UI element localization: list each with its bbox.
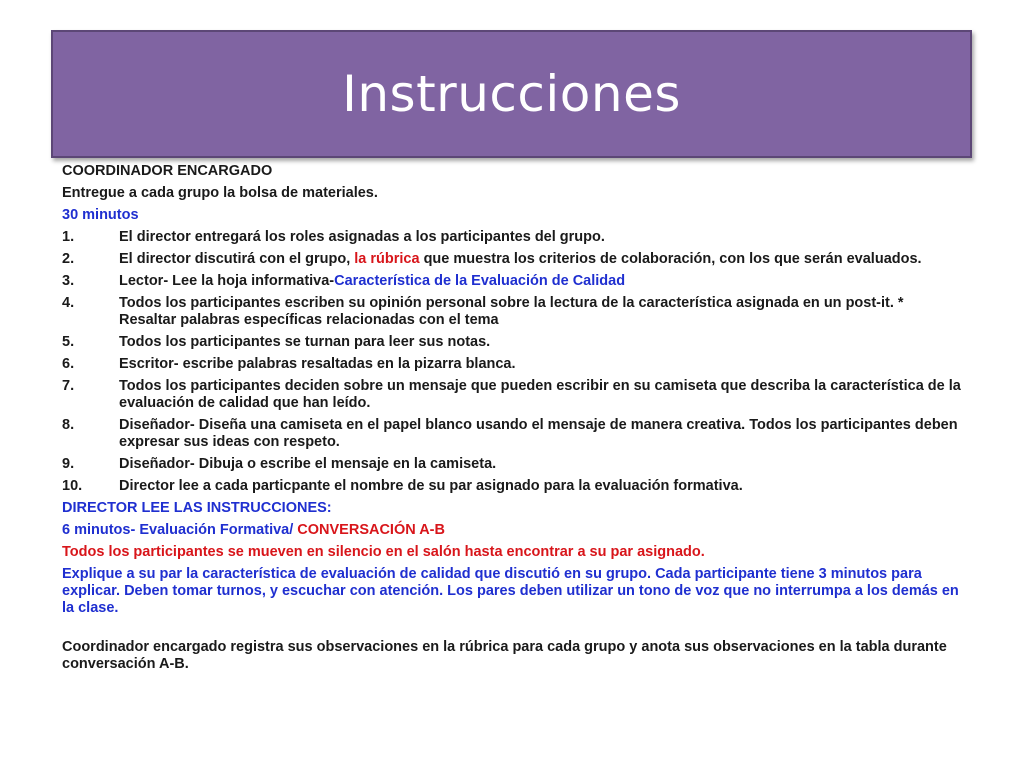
time-6-text: 6 minutos- Evaluación Formativa/ [62,522,298,538]
list-item [62,356,962,373]
item-number: 1. [62,229,75,245]
move-silently-line: Todos los participantes se mueven en silencio en el salón hasta encontrar a su par asignado. [62,544,705,560]
slide-title: Instrucciones [342,65,681,123]
item-number: 5. [62,334,75,350]
item-number: 9. [62,456,75,472]
item-text: Todos los participantes se turnan para leer sus notas. [119,334,491,350]
time-30-minutes: 30 minutos [62,207,139,223]
director-reads-instructions: DIRECTOR LEE LAS INSTRUCCIONES: [62,500,332,516]
characteristic-highlight: Característica de la Evaluación de Calidad [334,273,626,289]
list-item [62,229,962,246]
item-text: Diseñador- Dibuja o escribe el mensaje en la camiseta. [119,456,497,472]
materials-line: Entregue a cada grupo la bolsa de materiales. [62,185,378,201]
list-item [62,273,962,290]
item-number: 2. [62,251,75,267]
item-text-pre: El director discutirá con el grupo, [119,251,355,267]
time-6-minutes [62,522,962,539]
item-number: 8. [62,417,75,433]
coordinator-heading: COORDINADOR ENCARGADO [62,163,273,179]
list-item [62,251,962,268]
list-item [62,417,962,451]
list-item [62,378,962,412]
item-text: Escritor- escribe palabras resaltadas en la pizarra blanca. [119,356,516,372]
item-number: 3. [62,273,75,289]
item-number: 6. [62,356,75,372]
list-item [62,334,962,351]
slide-body [62,163,962,678]
rubric-highlight: la rúbrica [354,251,420,267]
item-text: Todos los participantes deciden sobre un mensaje que pueden escribir en su camiseta que describa la característica de la evaluación de calidad que han leído. [119,378,961,411]
item-text [119,273,962,290]
list-item [62,456,962,473]
list-item [62,478,962,495]
item-text: Director lee a cada particpante el nombre de su par asignado para la evaluación formativa. [119,478,743,494]
item-text [119,251,962,268]
spacer [62,622,962,639]
coordinator-records-paragraph: Coordinador encargado registra sus observaciones en la rúbrica para cada grupo y anota sus observaciones en la tabla durante conversación A-B. [62,639,947,672]
conversation-ab-highlight: CONVERSACIÓN A-B [297,522,445,538]
item-text: El director entregará los roles asignadas a los participantes del grupo. [119,229,605,245]
item-text: Diseñador- Diseña una camiseta en el papel blanco usando el mensaje de manera creativa. Todos los participantes deben expresar sus ideas con respeto. [119,417,958,450]
item-text: Todos los participantes escriben su opinión personal sobre la lectura de la característica asignada en un post-it. * Resaltar palabras específicas relacionadas con el tema [119,295,904,328]
item-number: 10. [62,478,83,494]
item-number: 4. [62,295,75,311]
item-text-post: que muestra los criterios de colaboración, con los que serán evaluados. [419,251,922,267]
title-banner [51,30,972,158]
item-number: 7. [62,378,75,394]
explain-paragraph: Explique a su par la característica de evaluación de calidad que discutió en su grupo. Cada participante tiene 3 minutos para explicar. Deben tomar turnos, y escuchar con atención. Los pares deben utilizar un tono de voz que no interrumpa a los demás en la clase. [62,566,959,616]
list-item [62,295,962,329]
item-text-pre: Lector- Lee la hoja informativa- [119,273,335,289]
